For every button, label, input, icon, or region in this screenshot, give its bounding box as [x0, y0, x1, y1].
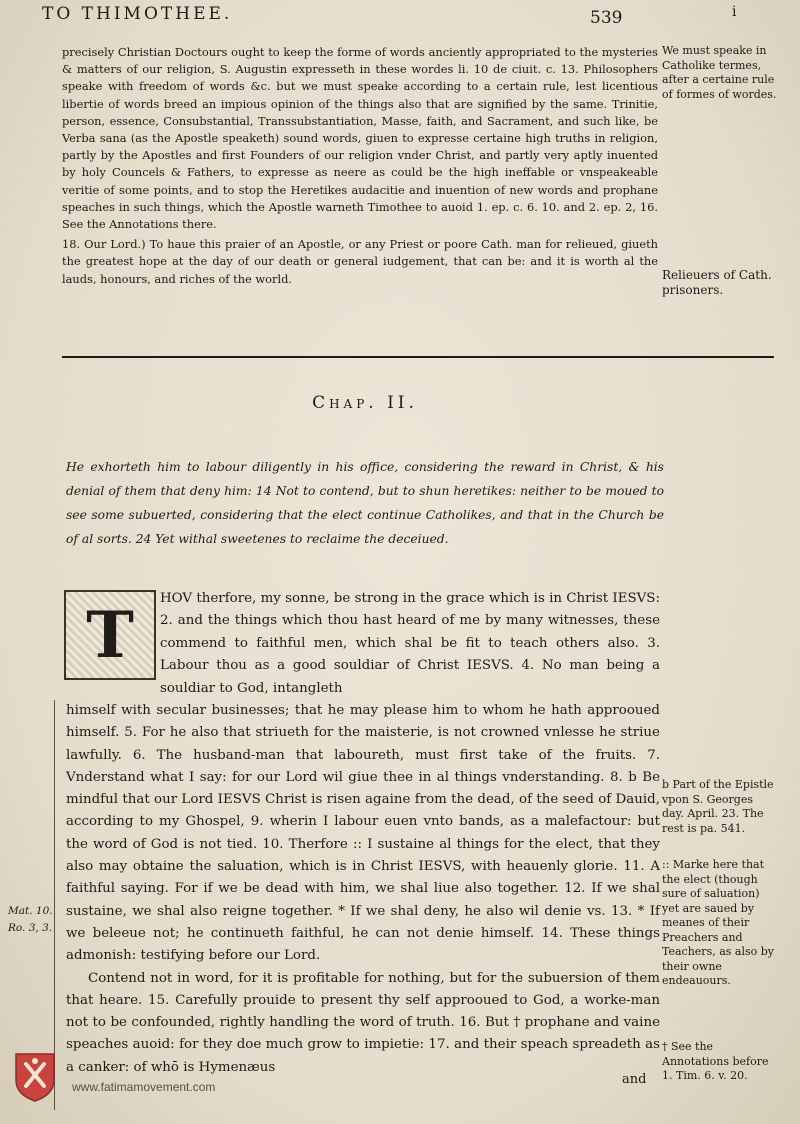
running-title: TO THIMOTHEE. [42, 4, 233, 24]
decorated-initial [64, 590, 156, 680]
running-head [42, 4, 742, 28]
initial-letter: T [86, 597, 134, 673]
margin-note: We must speake in Catholike termes, after a certaine rule of formes of wordes. [662, 44, 777, 101]
section-rule [62, 356, 774, 358]
annotation-note: precisely Christian Doctours ought to keep the forme of words anciently appropriated to the mysteries & matters of our religion, S. Augustin expresseth in these wordes li. 10 de ciuit. c. 13. Philosophers speake with freedom of words &c. but we must speake according to a certain rule, lest licentious libertie of words breed an impious opinion of the things also that are signified by the same. Trinitie, person, essence, Consubstantial, Transsubstantiation, Masse, faith, and Sacrament, and such like, be Verba sana (as the Apostle speaketh) sound words, giuen to expresse certaine high truths in religion, partly by the Apostles and first Founders of our religion vnder Christ, and partly very aptly inuented by holy Councels & Fathers, to expresse as neere as could be the high ineffable or vnspeakeable veritie of some points, and to stop the Heretikes audacitie and inuention of new words and prophane speaches in such things, which the Apostle warneth Timothee to auoid 1. ep. c. 6. 10. and 2. ep. 2, 16. See the Annotations there. [62, 45, 658, 232]
annotation-note: 18. Our Lord.) To haue this praier of an Apostle, or any Priest or poore Cath. man for relieued, giueth the greatest hope at the day of our death or general iudgement, that can be: and it is worth al the lauds, honours, and riches of the world. [62, 237, 658, 286]
chapter-paragraph: himself with secular businesses; that he may please him to whom he hath approoued himself. 5. For he also that striueth for the maisterie, is not crowned vnlesse he striue lawfully. 6. The husband-man that laboureth, must first take of the fruits. 7. Vnderstand what I say: for our Lord wil giue thee in al things vnderstanding. 8. b Be mindful that our Lord IESVS Christ is risen againe from the dead, of the seed of Dauid, according to my Ghospel, 9. wherin I labour euen vnto bands, as a malefactour: but the word of God is not tied. 10. Therfore :: I sustaine al things for the elect, that they also may obtaine the saluation, which is in Christ IESVS, with heauenly glorie. 11. A faithful saying. For if we be dead with him, we shal liue also together. 12. If we shal sustaine, we shal also reigne together. * If we shal deny, he also wil denie vs. 13. * If we beleeue not; he continueth faithful, he can not denie himself. 14. These things admonish: testifying before our Lord. [66, 703, 660, 964]
chapter-paragraph: Contend not in word, for it is profitable for nothing, but for the subuersion of them that heare. 15. Carefully prouide to present thy self approoued to God, a worke-man not to be confounded, rightly handling the word of truth. 16. But † prophane and vaine speaches auoid: for they doe much grow to impietie: 17. and their speach spreadeth as a canker: of whō is Hymenæus [66, 970, 660, 1075]
page-mark: i [732, 4, 737, 20]
chapter-text [66, 700, 660, 1079]
margin-note: :: Marke here that the elect (though sure of saluation) yet are saued by meanes of their Preachers and Teachers, as also by their owne endeauours. [662, 858, 774, 987]
catchword: and [622, 1072, 647, 1087]
margin-note: † See the Annotations before 1. Tim. 6. v. 20. [662, 1040, 769, 1082]
chapter-argument: He exhorteth him to labour diligently in his office, considering the reward in Christ, & his denial of them that deny him: 14 Not to contend, but to shun heretikes: neither to be moued to see some subuerted, considering that the elect continue Catholikes, and that in the Church be of al sorts. 24 Yet withal sweetenes to reclaime the deceiued. [66, 460, 664, 546]
page-number: 539 [590, 8, 623, 28]
margin-note: Relieuers of Cath. prisoners. [662, 268, 772, 297]
footer-website: www.fatimamovement.com [72, 1080, 216, 1094]
chapter-text-lead: HOV therfore, my sonne, be strong in the grace which is in Christ IESVS: 2. and the things which thou hast heard of me by many witnesses, these commend to faithful men, which shal be fit to teach others also. 3. Labour thou as a good souldiar of Christ IESVS. 4. No man being a souldiar to God, intangleth [160, 591, 660, 696]
chapter-heading: Chap. II. [312, 393, 418, 413]
annotations-block [62, 44, 658, 288]
shield-seal-icon [14, 1052, 56, 1102]
margin-note: b Part of the Epistle vpon S. Georges day. April. 23. The rest is pa. 541. [662, 778, 774, 835]
margin-reference: Mat. 10. Ro. 3, 3. [8, 905, 53, 934]
